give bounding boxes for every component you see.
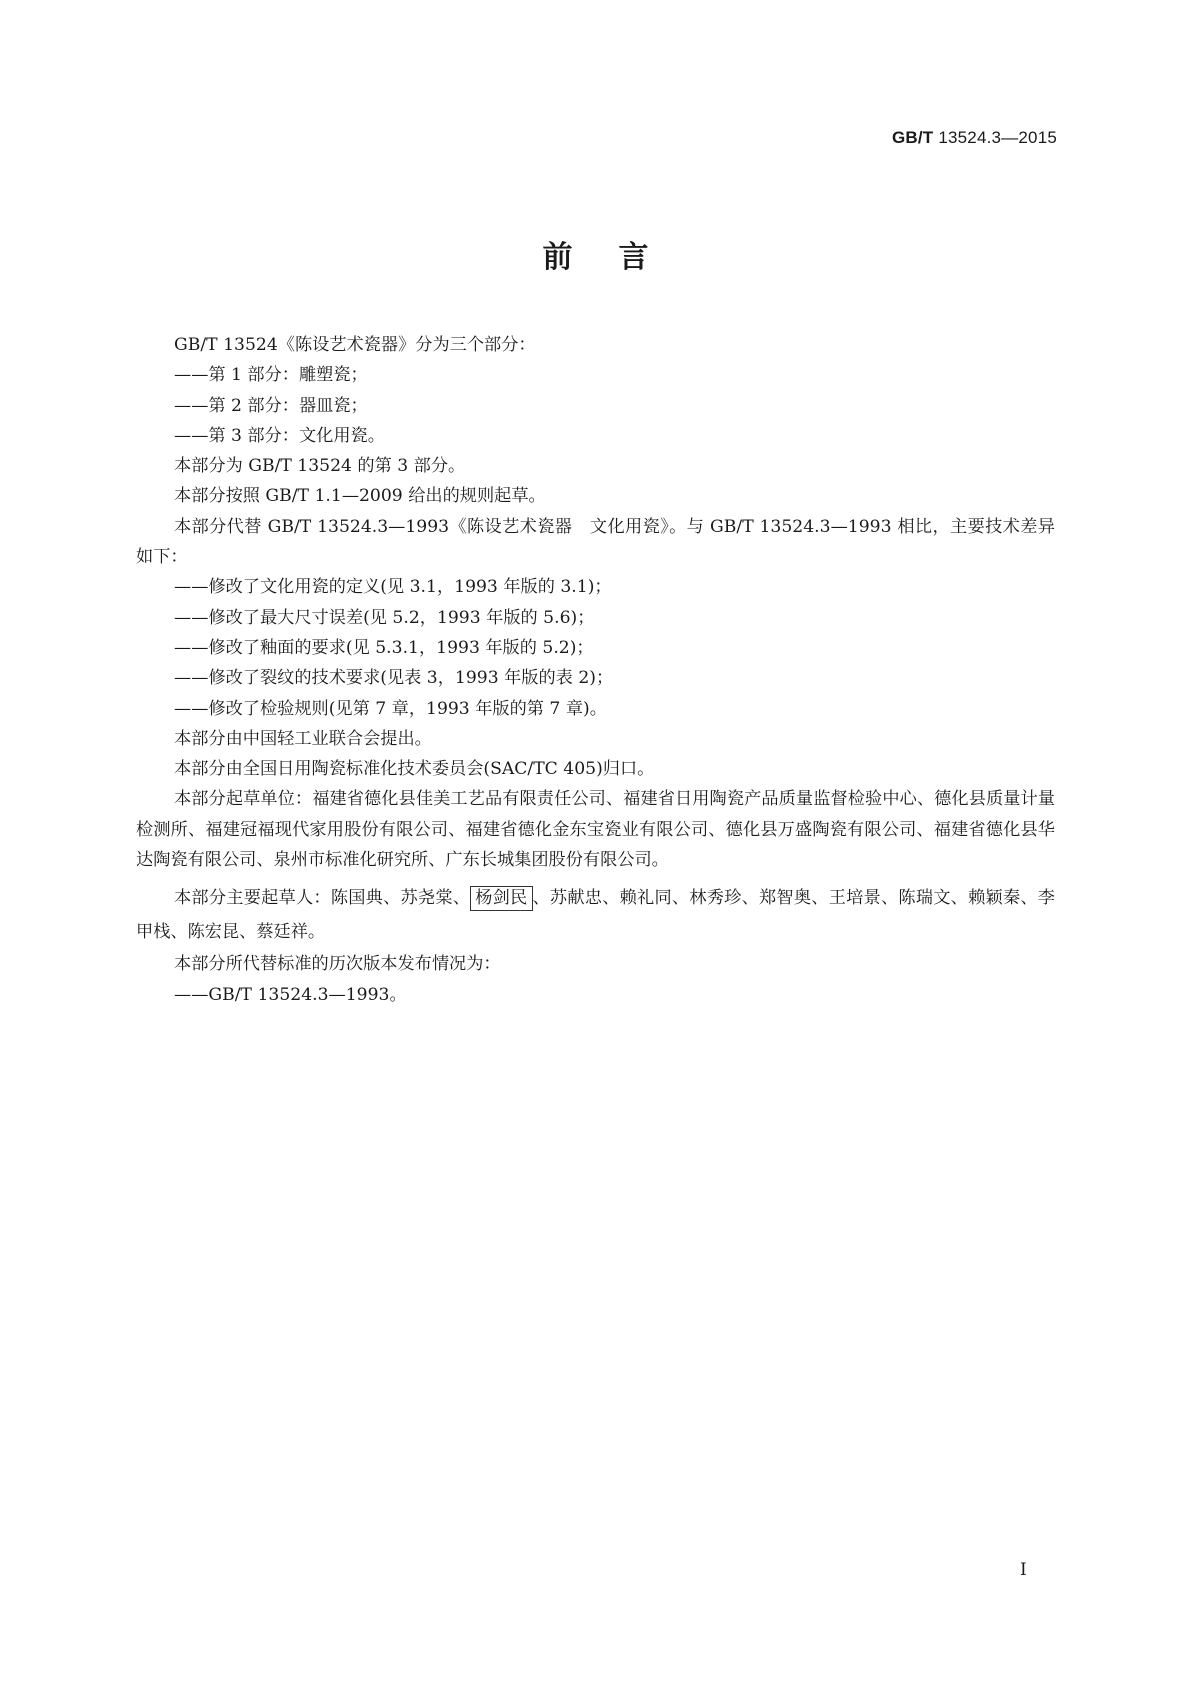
list-item: ——修改了检验规则(见第 7 章，1993 年版的第 7 章)。 <box>174 698 607 719</box>
paragraph: 本部分为 GB/T 13524 的第 3 部分。 <box>174 456 466 477</box>
paragraph: 本部分由全国日用陶瓷标准化技术委员会(SAC/TC 405)归口。 <box>174 759 655 780</box>
list-item: ——第 3 部分：文化用瓷。 <box>174 425 385 446</box>
paragraph: 本部分所代替标准的历次版本发布情况为： <box>174 954 501 975</box>
boxed-drafter-name: 杨剑民 <box>470 886 532 911</box>
list-item: ——修改了最大尺寸误差(见 5.2，1993 年版的 5.6)； <box>174 607 595 628</box>
list-item: ——第 2 部分：器皿瓷； <box>174 395 368 416</box>
list-item: ——GB/T 13524.3—1993。 <box>174 984 407 1005</box>
page-title: 前言 <box>542 240 695 275</box>
page-number: I <box>1020 1560 1027 1580</box>
paragraph: 本部分代替 GB/T 13524.3—1993《陈设艺术瓷器 文化用瓷》。与 GB/T 13524.3—1993 相比，主要技术差异如下： <box>136 516 1055 568</box>
standard-code-prefix: GB/T <box>891 128 934 147</box>
drafting-units-paragraph: 本部分起草单位：福建省德化县佳美工艺品有限责任公司、福建省日用陶瓷产品质量监督检验中心、德化县质量计量检测所、福建冠福现代家用股份有限公司、福建省德化金东宝瓷业有限公司、德化县万盛陶瓷有限公司、福建省德化县华达陶瓷有限公司、泉州市标准化研究所、广东长城集团股份有限公司。 <box>136 789 1055 871</box>
standard-code <box>892 128 1057 148</box>
paragraph: 本部分按照 GB/T 1.1—2009 给出的规则起草。 <box>174 486 546 507</box>
list-item: ——修改了裂纹的技术要求(见表 3，1993 年版的表 2)； <box>174 668 614 689</box>
list-item: ——第 1 部分：雕塑瓷； <box>174 365 368 386</box>
list-item: ——修改了釉面的要求(见 5.3.1，1993 年版的 5.2)； <box>174 637 594 658</box>
drafters-paragraph <box>136 881 1055 949</box>
paragraph: 本部分由中国轻工业联合会提出。 <box>174 728 432 749</box>
standard-code-number: 13524.3—2015 <box>933 128 1057 147</box>
drafters-text-before: 本部分主要起草人：陈国典、苏尧棠、 <box>174 888 471 909</box>
drafters-text-after: 、苏献忠、赖礼同、林秀珍、郑智奥、王培景、陈瑞文、赖颖秦、李甲栈、陈宏昆、蔡廷祥。 <box>136 888 1055 943</box>
paragraph: GB/T 13524《陈设艺术瓷器》分为三个部分： <box>174 335 536 355</box>
foreword-body <box>136 330 1055 1010</box>
list-item: ——修改了文化用瓷的定义(见 3.1，1993 年版的 3.1)； <box>174 577 612 598</box>
